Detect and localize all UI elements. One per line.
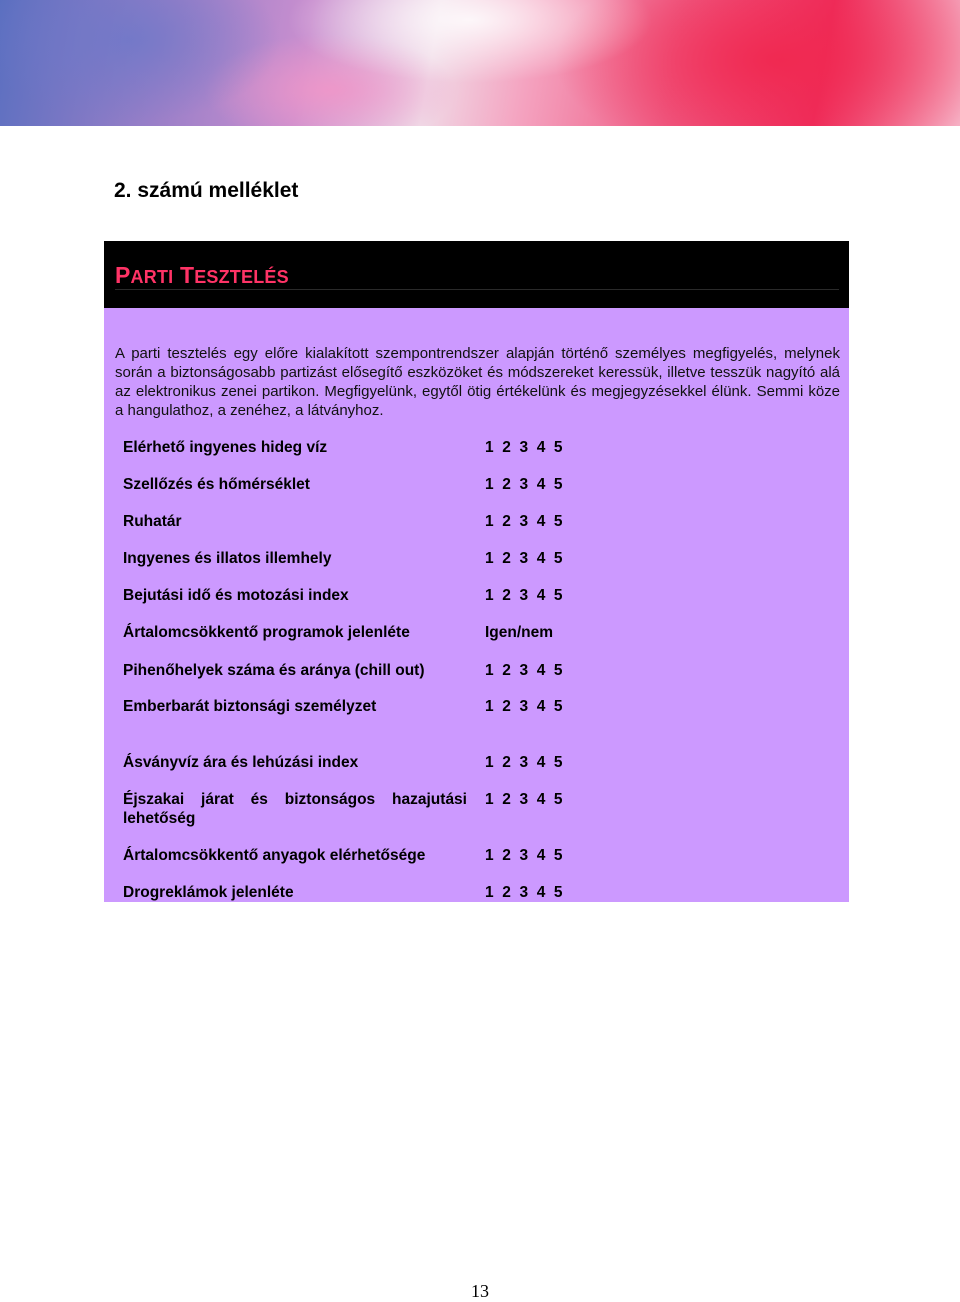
page-number: 13 bbox=[471, 1281, 489, 1301]
criterion-label: Szellőzés és hőmérséklet bbox=[123, 476, 310, 493]
criterion-rating: 1 2 3 4 5 bbox=[485, 476, 563, 493]
criterion-rating: 1 2 3 4 5 bbox=[485, 550, 563, 567]
criterion-rating: 1 2 3 4 5 bbox=[485, 698, 563, 715]
criterion-rating: 1 2 3 4 5 bbox=[485, 847, 563, 864]
title-rest-2: ESZTELÉS bbox=[194, 267, 289, 287]
criterion-rating: Igen/nem bbox=[485, 624, 554, 641]
criterion-label: Ingyenes és illatos illemhely bbox=[123, 550, 332, 567]
criterion-label: Pihenőhelyek száma és aránya (chill out) bbox=[123, 662, 425, 679]
title-divider bbox=[115, 289, 839, 290]
criterion-rating: 1 2 3 4 5 bbox=[485, 791, 563, 808]
intro-paragraph: A parti tesztelés egy előre kialakított szempontrendszer alapján történő személyes megfigyelés, melynek során a biztonságosabb partizást elősegítő eszközöket és módszereket keressük, illetve tesszük nagyító alá az elektronikus zenei partikon. Megfigyelünk, egytől ötig értékelünk és megjegyzésekkel élünk. Semmi köze a hangulathoz, a zenéhez, a látványhoz. bbox=[115, 345, 840, 419]
criterion-rating: 1 2 3 4 5 bbox=[485, 884, 563, 901]
parti-tesztelés-panel bbox=[104, 241, 849, 902]
criterion-rating: 1 2 3 4 5 bbox=[485, 754, 563, 771]
criterion-label: Bejutási idő és motozási index bbox=[123, 587, 349, 604]
criterion-label: Éjszakai járat és biztonságos hazajutási bbox=[123, 791, 467, 808]
criterion-rating: 1 2 3 4 5 bbox=[485, 662, 563, 679]
title-initial-1: P bbox=[115, 262, 131, 288]
criterion-label: Ásványvíz ára és lehúzási index bbox=[123, 754, 359, 771]
criterion-label: Drogreklámok jelenléte bbox=[123, 884, 294, 901]
criterion-rating: 1 2 3 4 5 bbox=[485, 587, 563, 604]
page-heading: 2. számú melléklet bbox=[114, 179, 299, 202]
criterion-rating: 1 2 3 4 5 bbox=[485, 513, 563, 530]
criterion-label: Elérhető ingyenes hideg víz bbox=[123, 439, 328, 456]
criterion-label: Ártalomcsökkentő programok jelenléte bbox=[123, 624, 410, 641]
title-initial-2: T bbox=[179, 262, 195, 288]
section-title-bar bbox=[104, 241, 849, 308]
section-title bbox=[115, 261, 289, 291]
criterion-label: Emberbarát biztonsági személyzet bbox=[123, 698, 377, 715]
header-banner-image bbox=[0, 0, 960, 126]
criterion-rating: 1 2 3 4 5 bbox=[485, 439, 563, 456]
title-rest-1: ARTI bbox=[130, 267, 174, 287]
criterion-label: Ruhatár bbox=[123, 513, 182, 530]
criterion-label: Ártalomcsökkentő anyagok elérhetősége bbox=[123, 847, 426, 864]
criterion-label-line-2: lehetőség bbox=[123, 810, 196, 827]
